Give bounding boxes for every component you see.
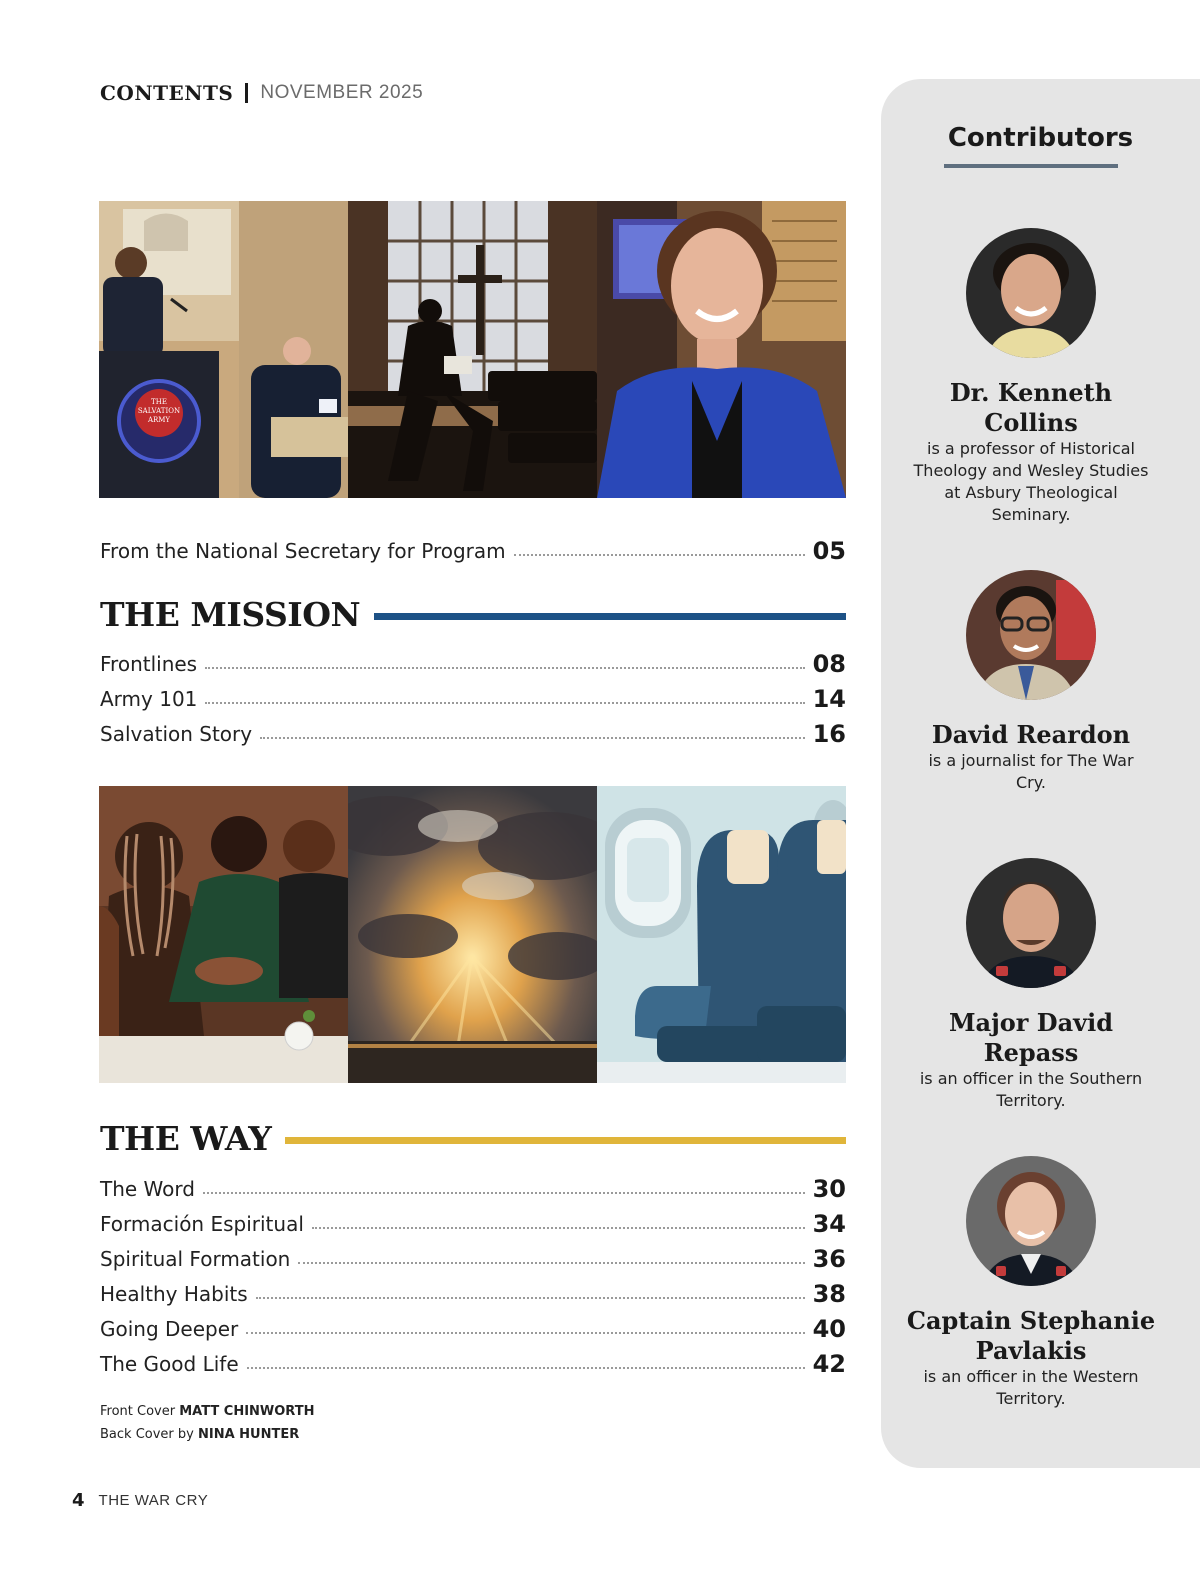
page-number: 4 — [72, 1490, 85, 1511]
dot-leader — [247, 1367, 805, 1369]
toc-entry-page: 05 — [812, 537, 846, 565]
toc-entry-page: 38 — [812, 1280, 846, 1308]
back-cover-credit — [100, 1423, 314, 1446]
contributor-bio: is a professor of Historical Theology and Wesley Studies at Asbury Theological Seminary. — [913, 439, 1149, 524]
section-title: THE WAY — [100, 1118, 272, 1158]
toc-entry[interactable] — [100, 1171, 846, 1203]
contributor-bio: is a journalist for The War Cry. — [928, 751, 1134, 792]
toc-entry-label: Salvation Story — [100, 722, 253, 746]
contributor-bio: is an officer in the Western Territory. — [923, 1367, 1139, 1408]
magazine-name: THE WAR CRY — [98, 1492, 209, 1509]
section-title: THE MISSION — [100, 594, 361, 634]
chapel-silhouette-photo — [348, 201, 597, 498]
toc-entry-page: 16 — [812, 720, 846, 748]
toc-entry-label: Formación Espiritual — [100, 1212, 304, 1236]
toc-entry[interactable] — [100, 1241, 846, 1273]
front-cover-prefix: Front Cover — [100, 1404, 176, 1419]
back-cover-prefix: Back Cover by — [100, 1427, 194, 1442]
toc-entry-page: 30 — [812, 1175, 846, 1203]
toc-entry-label: Frontlines — [100, 652, 198, 676]
toc-entry-label: The Good Life — [100, 1352, 239, 1376]
toc-entry[interactable] — [100, 1311, 846, 1343]
group-prayer-dinner-photo — [99, 786, 348, 1083]
top-photo-strip — [99, 201, 846, 498]
toc-entry-label: Spiritual Formation — [100, 1247, 291, 1271]
toc-entry-page: 34 — [812, 1210, 846, 1238]
dot-leader — [514, 554, 805, 556]
dot-leader — [203, 1192, 805, 1194]
toc-entry-label: The Word — [100, 1177, 195, 1201]
badge-text-line2: SALVATION — [137, 407, 181, 415]
dot-leader — [298, 1262, 804, 1264]
contents-label: CONTENTS — [100, 81, 234, 105]
bottom-photo-strip — [99, 786, 846, 1083]
contributors-title: Contributors — [947, 123, 1134, 153]
contributors-sidebar — [881, 79, 1200, 1468]
page-footer — [72, 1490, 208, 1511]
avatar — [966, 570, 1096, 700]
dot-leader — [260, 737, 804, 739]
toc-entry-label: Army 101 — [100, 687, 198, 711]
toc-entry-label: From the National Secretary for Program — [100, 539, 506, 563]
avatar — [966, 1156, 1096, 1286]
front-cover-credit — [100, 1400, 314, 1423]
contributor-name: Captain Stephanie Pavlakis — [906, 1306, 1156, 1365]
toc-entry-intro[interactable] — [100, 533, 846, 565]
sunrays-over-sea-photo — [348, 786, 597, 1083]
podium-speakers-photo — [99, 201, 348, 498]
badge-text-line3: ARMY — [147, 416, 171, 424]
back-cover-artist: NINA HUNTER — [197, 1427, 300, 1442]
contributor-card — [881, 570, 1181, 794]
section-heading-mission — [100, 592, 846, 636]
contributor-name: Major David Repass — [948, 1008, 1113, 1067]
dot-leader — [205, 667, 804, 669]
contributor-name: Dr. Kenneth Collins — [949, 378, 1113, 437]
dot-leader — [256, 1297, 805, 1299]
toc-entry-page: 40 — [812, 1315, 846, 1343]
avatar — [966, 858, 1096, 988]
toc-entry[interactable] — [100, 716, 846, 748]
toc-entry-page: 14 — [812, 685, 846, 713]
smiling-woman-portrait-photo — [597, 201, 846, 498]
toc-entry[interactable] — [100, 681, 846, 713]
avatar — [966, 228, 1096, 358]
toc-entry-page: 08 — [812, 650, 846, 678]
dot-leader — [246, 1332, 804, 1334]
page-header — [100, 80, 423, 106]
contributor-card — [881, 1156, 1181, 1410]
header-divider — [245, 83, 248, 103]
toc-entry-label: Healthy Habits — [100, 1282, 248, 1306]
toc-entry[interactable] — [100, 1346, 846, 1378]
contributor-bio: is an officer in the Southern Territory. — [919, 1069, 1143, 1110]
airplane-seats-illustration — [597, 786, 846, 1083]
toc-entry-page: 36 — [812, 1245, 846, 1273]
contributor-name: David Reardon — [931, 720, 1131, 749]
toc-entry-page: 42 — [812, 1350, 846, 1378]
contributor-card — [881, 228, 1181, 526]
section-heading-way — [100, 1116, 846, 1160]
toc-entry[interactable] — [100, 1206, 846, 1238]
issue-date: NOVEMBER 2025 — [260, 82, 424, 103]
section-rule — [285, 1137, 846, 1144]
contributor-card — [881, 858, 1181, 1112]
dot-leader — [312, 1227, 805, 1229]
toc-entry[interactable] — [100, 1276, 846, 1308]
badge-text-line1: THE — [151, 398, 167, 406]
cover-credits — [100, 1400, 314, 1446]
front-cover-artist: MATT CHINWORTH — [179, 1404, 315, 1419]
toc-entry[interactable] — [100, 646, 846, 678]
section-rule — [374, 613, 846, 620]
toc-entry-label: Going Deeper — [100, 1317, 239, 1341]
dot-leader — [205, 702, 804, 704]
contributors-title-rule — [944, 164, 1118, 168]
